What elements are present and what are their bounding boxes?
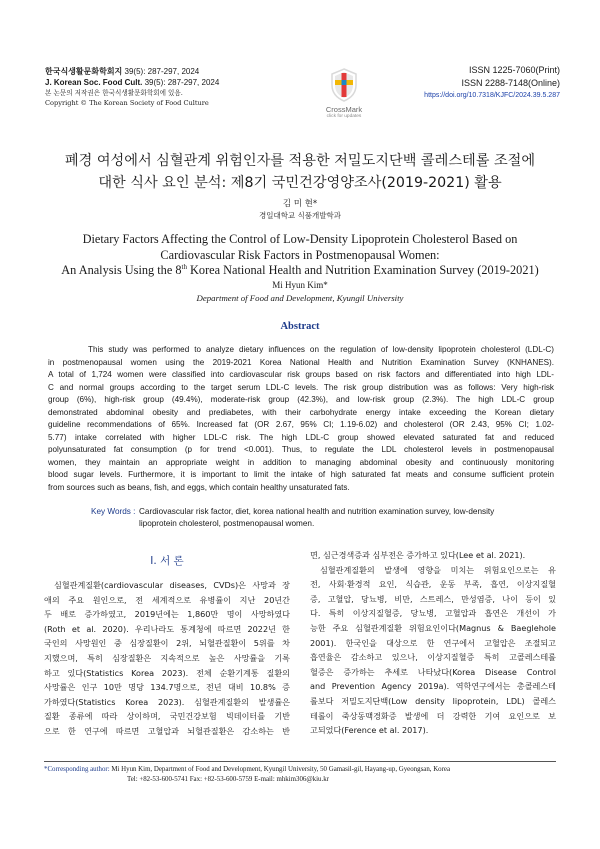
abstract-line: C and normal groups according to the target serum LDL-C levels. The risk group distribution was as follows: Very high-risk <box>48 382 554 392</box>
abstract-line: group (6%), high-risk group (49.4%), moderate-risk group (42.3%), and low-risk group (2.3%). The high LDL-C group <box>48 395 554 405</box>
corresponding-author-line <box>44 765 556 775</box>
title-en-line3 <box>30 263 570 279</box>
body-line: 테롤이 죽상동맥경화증 발생에 더 강력한 기여 요인으로 보 <box>310 710 556 721</box>
body-column-left <box>44 578 290 739</box>
author-english: Mi Hyun Kim* <box>272 280 328 290</box>
title-korean <box>30 150 570 194</box>
body-line: and Prevention Agency 2019a). 역학연구에서는 총콜레스테 <box>310 681 556 692</box>
body-line: (Roth et al. 2020). 우리나라도 통계청에 따르면 2022년 한 <box>44 623 290 634</box>
body-line: 으로 한 연구에 따르면 고혈압과 뇌혈관질환은 감소하는 반 <box>44 725 290 736</box>
corresponding-author-text: Mi Hyun Kim, Department of Food and Development, Kyungil University, 50 Gamasil-gil, Hayang-up, Gyeongsan, Korea <box>109 766 451 773</box>
affiliation-english: Department of Food and Development, Kyungil University <box>196 293 404 303</box>
section-heading-introduction: I. 서 론 <box>150 555 184 567</box>
title-en-superscript: th <box>181 262 187 271</box>
body-line: 지했으며, 특히 심장질환은 지속적으로 높은 사망률을 기록 <box>44 652 290 663</box>
body-line: 사망률은 인구 10만 명당 134.7명으로, 전년 대비 10.8% 증 <box>44 682 290 693</box>
keywords-label: Key Words : <box>91 507 136 516</box>
body-line: 2001). 한국인을 대상으로 한 연구에서 고혈압은 조절되고 <box>310 637 556 648</box>
crossmark-badge[interactable] <box>319 68 369 119</box>
body-line: 심혈관계질환(cardiovascular diseases, CVDs)은 사망과 장 <box>54 580 290 590</box>
journal-name-ko-line <box>45 66 315 77</box>
body-line: 애의 주요 원인으로, 전 세계적으로 유병률이 지난 20년간 <box>44 594 290 605</box>
crossmark-sublabel: click for updates <box>326 114 362 119</box>
issn-print: ISSN 1225-7060(Print) <box>468 65 560 75</box>
body-line: 전, 사회·환경적 요인, 식습관, 운동 부족, 흡연, 이상지질혈 <box>310 579 556 590</box>
abstract-line: A total of 1,724 women were classified into cardiovascular risk groups based on risk factors and differentiated into high LDL- <box>48 370 554 380</box>
crossmark-label: CrossMark <box>325 105 363 114</box>
keywords-line: lipoprotein cholesterol, postmenopausal women. <box>139 518 315 528</box>
body-line: 두 배로 증가하였고, 2019년에는 1,860만 명이 사망하였다 <box>44 609 290 620</box>
contact-info: Tel: +82-53-600-5741 Fax: +82-53-600-5759 E-mail: mhkim306@kiu.kr <box>127 776 329 783</box>
footnote-divider <box>44 761 556 762</box>
body-line: 다. 특히 이상지질혈증, 당뇨병, 고혈압과 흡연은 개선이 가 <box>310 608 556 619</box>
copyright: Copyright © The Korean Society of Food Culture <box>45 99 209 107</box>
abstract-line: guideline recommendations of 65%. Increased fat (OR 2.67, 95% CI; 1.19-6.02) and cholesterol (OR 2.43, 95% CI; 1.02- <box>48 420 554 430</box>
journal-volume-en: 39(5): 287-297, 2024 <box>144 78 220 87</box>
body-line: 흡연율은 감소하고 있으나, 이상지질혈증 특히 고콜레스테롤 <box>310 652 556 663</box>
body-line: 면, 심근경색증과 심부전은 증가하고 있다(Lee et al. 2021). <box>310 550 526 560</box>
journal-name-ko: 한국식생활문화학회지 <box>45 67 123 76</box>
abstract-line: 5.77) intake correlated with higher LDL-C risk. The high LDL-C group showed elevated saturated fat and reduced <box>48 432 554 442</box>
abstract-line: from sources such as beans, fish, and eggs, which contain healthy unsaturated fats. <box>48 483 350 493</box>
title-en-line3-b: Korea National Health and Nutrition Examination Survey (2019-2021) <box>186 263 539 277</box>
body-column-right <box>310 548 556 738</box>
body-line: 능한 주요 심혈관계질환 위험요인이다(Magnus & Baeglehole <box>310 622 556 633</box>
title-en-line1: Dietary Factors Affecting the Control of Low-Density Lipoprotein Cholesterol Based on <box>82 232 518 246</box>
body-line: 고되었다(Ference et al. 2017). <box>310 725 429 736</box>
rights-ko: 본 논문의 저작권은 한국식생활문화학회에 있음. <box>45 89 183 97</box>
abstract-line: women, they maintain an appropriate weight in addition to managing abdominal obesity and continuously monitoring <box>48 457 554 467</box>
title-english <box>30 232 570 279</box>
body-line: 가하였다(Statistics Korea 2023). 심혈관계질환의 발생률은 <box>44 696 290 707</box>
abstract-line: polyunsaturated fat consumption (p for trend <0.001). Thus, to regulate the LDL cholesterol levels in postmenopausal <box>48 445 554 455</box>
keywords-text <box>139 506 553 529</box>
affiliation-korean: 경일대학교 식품개발학과 <box>258 211 342 220</box>
body-line: 국인의 사망원인 중 심장질환이 2위, 뇌혈관질환이 5위를 차 <box>44 638 290 649</box>
body-line: 롤보다 저밀도지단백(Low density lipoprotein, LDL) 콜레스 <box>310 695 556 706</box>
issn-block <box>415 64 560 102</box>
journal-volume-ko: 39(5): 287-297, 2024 <box>124 67 200 76</box>
title-ko-line1: 폐경 여성에서 심혈관계 위험인자를 적용한 저밀도지단백 콜레스테롤 조절에 <box>64 153 536 169</box>
body-line: 심혈관계질환의 발생에 영향을 미치는 위험요인으로는 유 <box>320 564 556 575</box>
journal-header <box>45 66 315 108</box>
abstract-line: in postmenopausal women using the 2019-2021 Korea National Health and Nutrition Examination Survey (KNHANES). <box>48 357 554 367</box>
abstract-line: demonstrated abdominal obesity and prediabetes, with their carbohydrate energy intake exceeding the Korean dietary <box>48 407 554 417</box>
body-line: 질환 종류에 따라 상이하며, 국민건강보험 빅데이터를 기반 <box>44 711 290 722</box>
journal-name-en: J. Korean Soc. Food Cult. <box>45 78 143 87</box>
corresponding-author-footnote <box>44 765 556 785</box>
title-ko-line2: 대한 식사 요인 분석: 제8기 국민건강영양조사(2019-2021) 활용 <box>98 175 502 191</box>
corresponding-author-label: *Corresponding author: <box>44 766 110 773</box>
author-korean: 김 미 현* <box>282 199 318 209</box>
crossmark-icon <box>329 68 359 102</box>
title-en-line2: Cardiovascular Risk Factors in Postmenopausal Women: <box>160 247 440 262</box>
abstract-heading: Abstract <box>280 321 320 332</box>
issn-online: ISSN 2288-7148(Online) <box>461 78 560 88</box>
keywords-line: Cardiovascular risk factor, diet, korea national health and nutrition examination survey, low-density <box>139 507 495 516</box>
title-en-line3-a: An Analysis Using the 8 <box>61 263 182 277</box>
abstract-line: This study was performed to analyze dietary influences on the regulation of low-density lipoprotein cholesterol (LDL-C) <box>88 345 554 354</box>
body-line: 하고 있다(Statistics Korea 2023). 전체 순환기계통 질환의 <box>44 667 290 678</box>
doi-link[interactable]: https://doi.org/10.7318/KJFC/2024.39.5.287 <box>424 92 560 99</box>
body-line: 혈증은 증가하는 추세로 나타났다(Korea Disease Control <box>310 666 556 677</box>
abstract-line: blood sugar levels. Furthermore, it is important to limit the intake of high saturated fat meats and consume sufficient protein <box>48 470 554 480</box>
abstract-body <box>48 344 554 495</box>
journal-name-en-line <box>45 77 315 88</box>
body-line: 증, 고혈압, 당뇨병, 비만, 스트레스, 만성염증, 나이 등이 있 <box>310 593 556 604</box>
